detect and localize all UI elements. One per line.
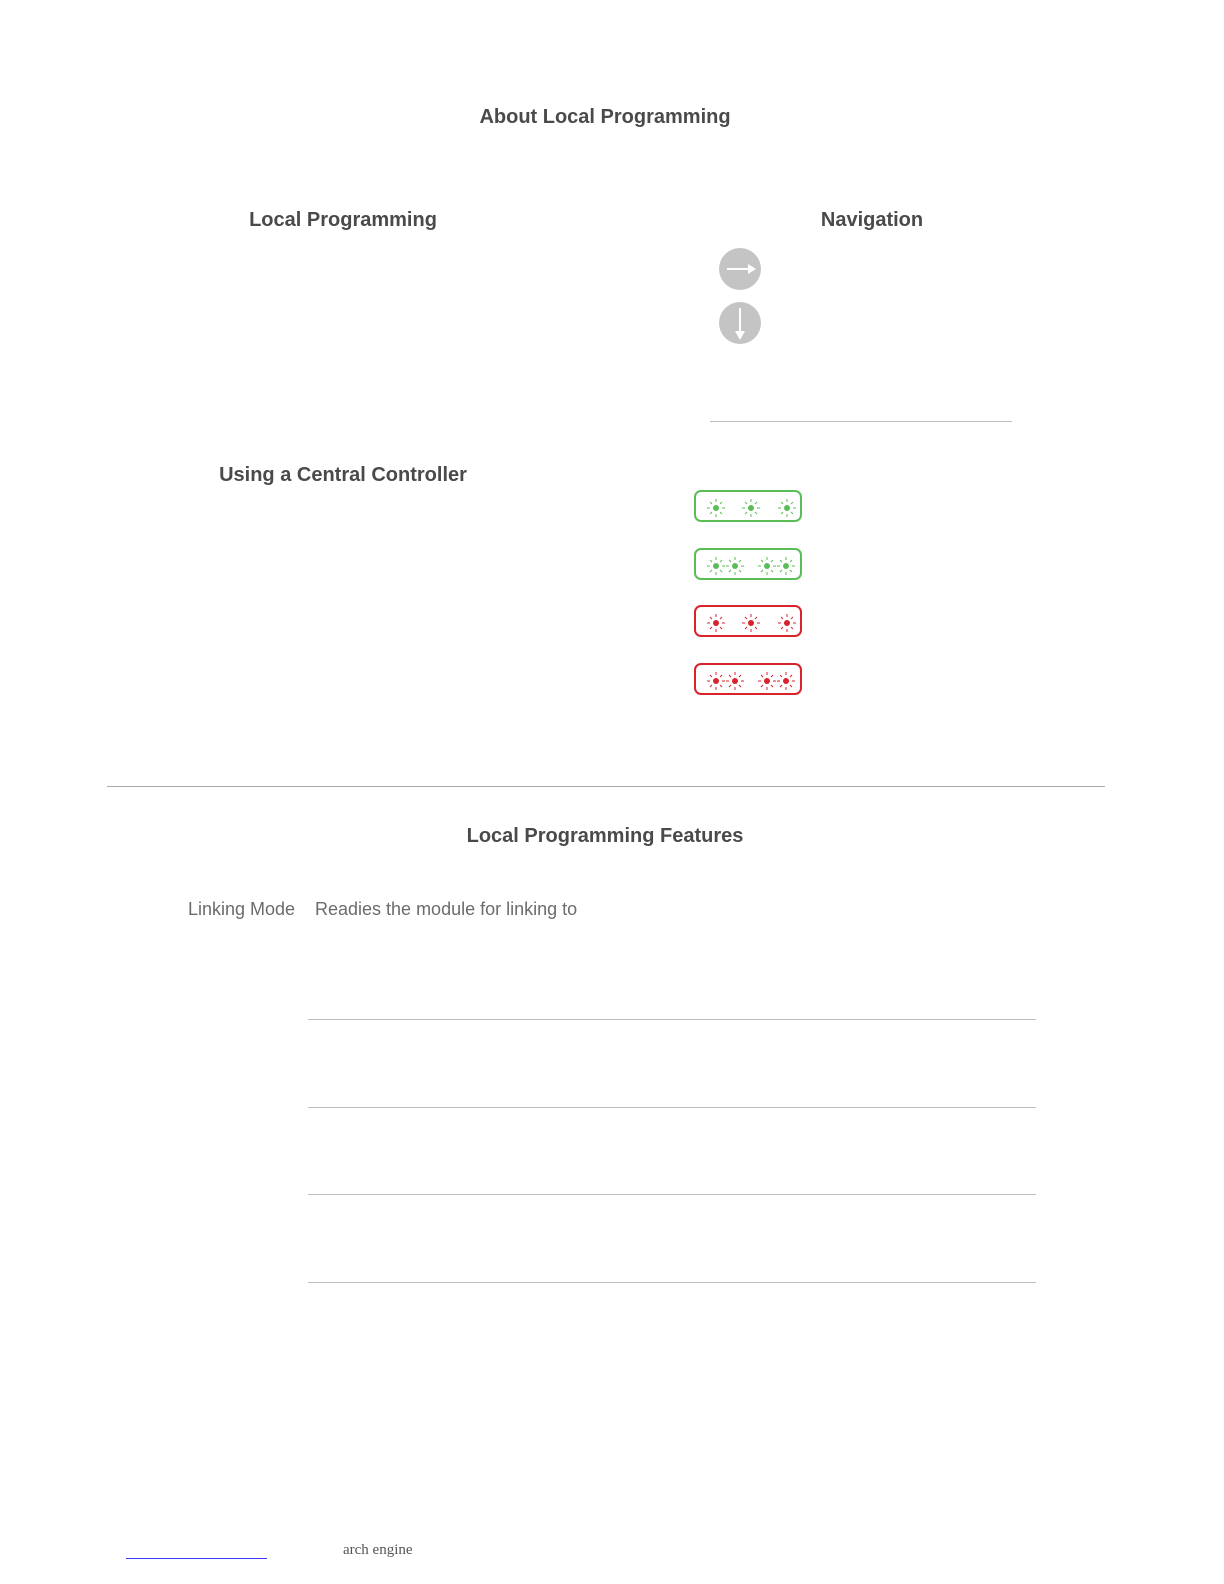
section-divider (107, 786, 1105, 787)
feature-row-divider (308, 1107, 1036, 1108)
page-title: About Local Programming (479, 106, 731, 128)
feature-row-divider (308, 1019, 1036, 1020)
feature-description-linking-mode: Readies the module for linking to (315, 899, 578, 919)
local-programming-heading: Local Programming (249, 209, 437, 231)
central-controller-heading: Using a Central Controller (219, 464, 467, 486)
led-red-single-blink (694, 605, 802, 637)
footer-text: arch engine (343, 1542, 413, 1558)
features-heading: Local Programming Features (466, 825, 744, 847)
navigation-divider (710, 421, 1012, 422)
navigation-heading: Navigation (820, 209, 924, 231)
feature-row-divider (308, 1282, 1036, 1283)
led-green-double-blink (694, 548, 802, 580)
footer-link-underline[interactable] (126, 1558, 267, 1559)
arrow-down-icon[interactable] (719, 302, 761, 344)
led-red-double-blink (694, 663, 802, 695)
feature-label-linking-mode: Linking Mode (188, 899, 296, 919)
arrow-right-icon[interactable] (719, 248, 761, 290)
led-green-single-blink (694, 490, 802, 522)
feature-row-divider (308, 1194, 1036, 1195)
